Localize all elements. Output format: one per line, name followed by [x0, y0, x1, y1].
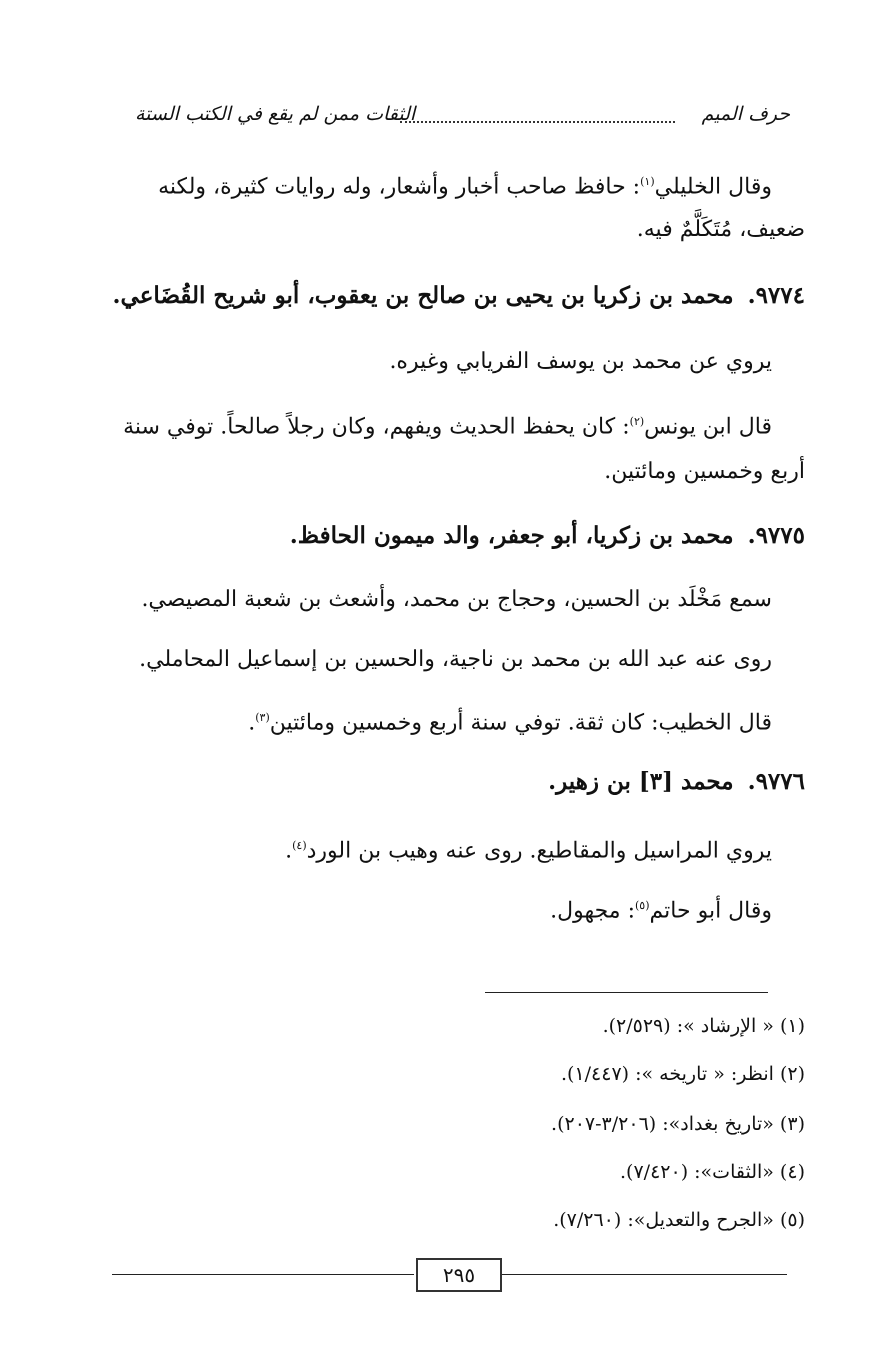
footnote-ref: (٢) — [629, 415, 645, 428]
entry-number: ٩٧٧٦. — [747, 768, 805, 795]
footnote-separator — [485, 992, 768, 993]
running-header — [135, 103, 790, 137]
footnote-ref: (٤) — [292, 839, 307, 852]
entry-number: ٩٧٧٤. — [747, 282, 805, 309]
paragraph-line: أربع وخمسين ومائتين. — [604, 459, 805, 484]
footnote-ref: (٣) — [255, 711, 270, 724]
entry-name: محمد بن زكريا، أبو جعفر، والد ميمون الحافظ. — [289, 522, 734, 549]
footnote-4: (٤) «الثقات»: (٧/٤٢٠). — [620, 1161, 805, 1183]
entry-heading-9775 — [110, 520, 805, 552]
header-section: حرف الميم — [701, 103, 790, 125]
entry-name: محمد بن زكريا بن يحيى بن صالح بن يعقوب، أبو شريح القُضَاعي. — [112, 282, 734, 309]
page-number: ٢٩٥ — [416, 1258, 502, 1292]
entry-heading-9776 — [110, 766, 805, 798]
page-number-rule-left — [112, 1274, 414, 1275]
footnote-ref: (٥) — [635, 899, 650, 912]
paragraph-line: قال ابن يونس$^{(٢)}$: كان يحفظ الحديث ويفهم، وكان رجلاً صالحاً. توفي سنة — [123, 414, 772, 440]
paragraph-line: ضعيف، مُتَكَلَّمٌ فيه. — [636, 217, 805, 242]
paragraph-line: يروي عن محمد بن يوسف الفريابي وغيره. — [389, 349, 772, 374]
paragraph-line: وقال الخليلي$^{(١)}$: حافظ صاحب أخبار وأشعار، وله روايات كثيرة، ولكنه — [158, 174, 772, 200]
header-leader-dots — [400, 121, 675, 123]
entry-heading-9774 — [110, 280, 805, 312]
page-number-rule-right — [500, 1274, 787, 1275]
header-title: الثقات ممن لم يقع في الكتب الستة — [135, 103, 416, 125]
entry-number: ٩٧٧٥. — [747, 522, 805, 549]
footnote-5: (٥) «الجرح والتعديل»: (٧/٢٦٠). — [553, 1209, 805, 1231]
footnote-ref: (١) — [640, 175, 655, 188]
footnote-2: (٢) انظر: « تاريخه »: (١/٤٤٧). — [560, 1063, 805, 1085]
paragraph-line: يروي المراسيل والمقاطيع. روى عنه وهيب بن الورد$^{(٤)}$. — [285, 838, 772, 864]
paragraph-line: سمع مَخْلَد بن الحسين، وحجاج بن محمد، وأشعث بن شعبة المصيصي. — [141, 587, 772, 612]
entry-name: محمد [٣] بن زهير. — [548, 768, 734, 795]
footnote-3: (٣) «تاريخ بغداد»: (٣/٢٠٦-٢٠٧). — [551, 1113, 805, 1135]
paragraph-line: روى عنه عبد الله بن محمد بن ناجية، والحسين بن إسماعيل المحاملي. — [139, 647, 772, 672]
footnote-1: (١) « الإرشاد »: (٢/٥٢٩). — [602, 1015, 805, 1037]
paragraph-line: وقال أبو حاتم$^{(٥)}$: مجهول. — [550, 898, 772, 924]
paragraph-line: قال الخطيب: كان ثقة. توفي سنة أربع وخمسين ومائتين$^{(٣)}$. — [248, 710, 772, 736]
